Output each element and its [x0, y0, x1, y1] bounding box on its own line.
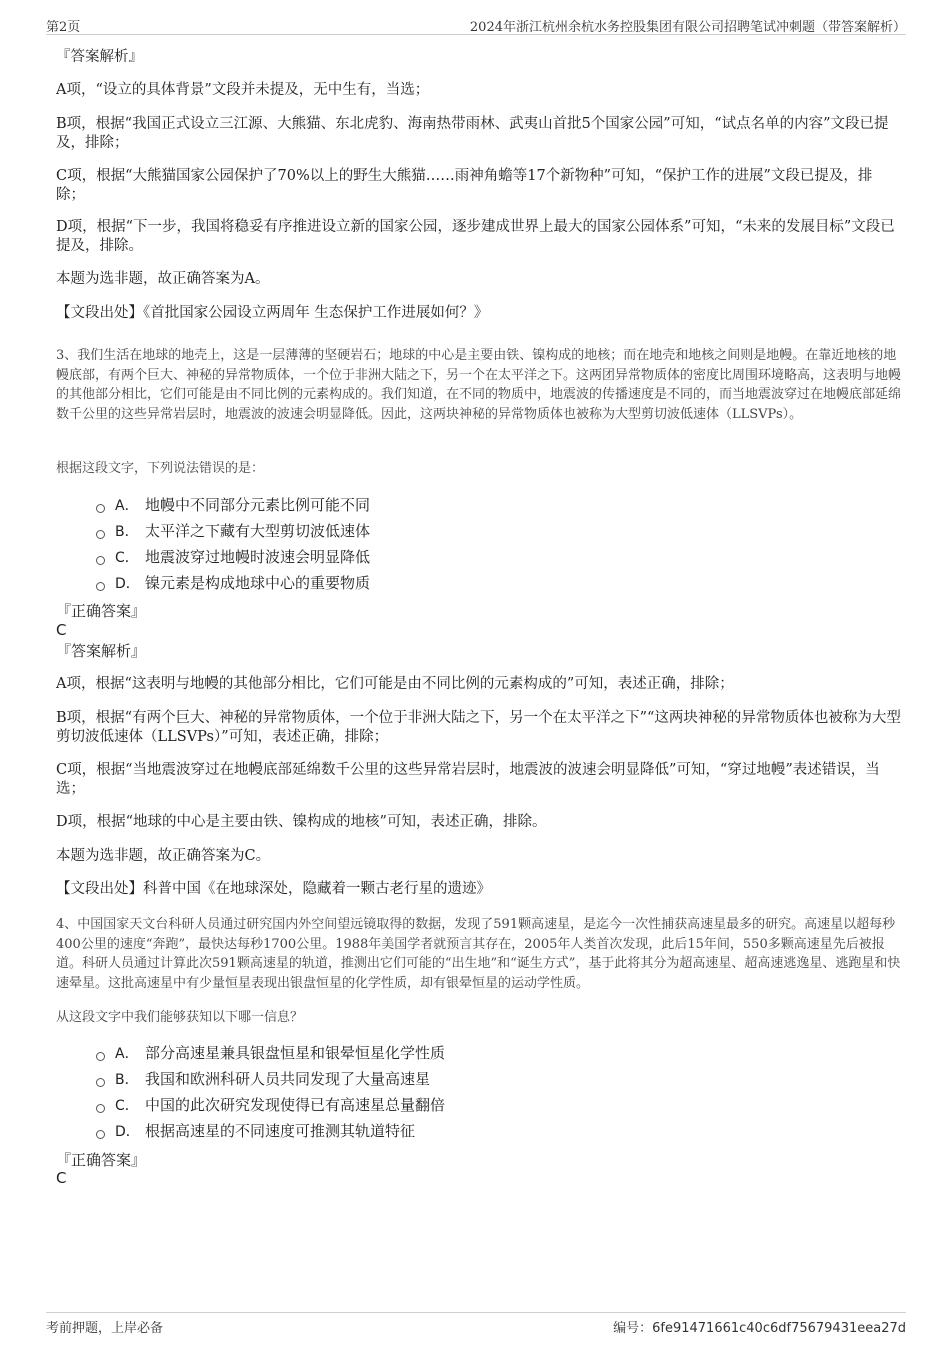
analysis-label: 『答案解析』	[56, 49, 143, 65]
correct-answer-label: 『正确答案』	[56, 1151, 147, 1169]
radio-icon[interactable]	[96, 1052, 105, 1061]
radio-icon[interactable]	[96, 556, 105, 565]
analysis-option-d: D项，根据“下一步，我国将稳妥有序推进设立新的国家公园，逐步建成世界上最大的国家公园体系”可知，“未来的发展目标”文段已提及，排除。	[56, 219, 895, 254]
q3-option-d[interactable]: D． 镍元素是构成地球中心的重要物质	[96, 573, 370, 594]
question-3-passage: 3、我们生活在地球的地壳上，这是一层薄薄的坚硬岩石；地球的中心是主要由铁、镍构成的地核；而在地壳和地核之间则是地幔。在靠近地核的地幔底部，有两个巨大、神秘的异常物质体，一个位于非洲大陆之下，另一个在太平洋之下。这两团异常物质体的密度比周围环境略高，这表明与地幔的其他部分相比，它们可能是由不同比例的元素构成的。我们知道，在不同的物质中，地震波的传播速度是不同的，而当地震波穿过在地幔底部延绵数千公里的这些异常岩层时，地震波的波速会明显降低。因此，这两块神秘的异常物质体也被称为大型剪切波低速体（LLSVPs）。	[56, 348, 902, 422]
correct-answer: C	[56, 621, 67, 639]
page-number: 第2页	[46, 20, 81, 35]
radio-icon[interactable]	[96, 530, 105, 539]
analysis-option-b: B项，根据“有两个巨大、神秘的异常物质体，一个位于非洲大陆之下，另一个在太平洋之下”“这两块神秘的异常物质体也被称为大型剪切波低速体（LLSVPs）”可知，表述正确，排除；	[56, 710, 901, 745]
q4-option-b[interactable]: B． 我国和欧洲科研人员共同发现了大量高速星	[96, 1069, 430, 1090]
radio-icon[interactable]	[96, 1078, 105, 1087]
analysis-option-c: C项，根据“大熊猫国家公园保护了70%以上的野生大熊猫……雨神角蟾等17个新物种”可知，“保护工作的进展”文段已提及，排除；	[56, 168, 873, 203]
page-header	[46, 14, 906, 35]
radio-icon[interactable]	[96, 582, 105, 591]
source-note: 【文段出处】科普中国《在地球深处，隐藏着一颗古老行星的遗迹》	[56, 881, 491, 897]
correct-answer-label: 『正确答案』	[56, 602, 147, 620]
footer-slogan: 考前押题，上岸必备	[46, 1321, 164, 1336]
q4-option-a[interactable]: A． 部分高速星兼具银盘恒星和银晕恒星化学性质	[96, 1043, 445, 1064]
source-note: 【文段出处】《首批国家公园设立两周年 生态保护工作进展如何？》	[56, 305, 489, 321]
analysis-label: 『答案解析』	[56, 642, 147, 660]
radio-icon[interactable]	[96, 1104, 105, 1113]
analysis-option-b: B项，根据“我国正式设立三江源、大熊猫、东北虎豹、海南热带雨林、武夷山首批5个国家公园”可知，“试点名单的内容”文段已提及，排除；	[56, 116, 889, 151]
q4-option-d[interactable]: D． 根据高速星的不同速度可推测其轨道特征	[96, 1121, 415, 1142]
document-title: 2024年浙江杭州余杭水务控股集团有限公司招聘笔试冲刺题（带答案解析）	[469, 20, 906, 35]
q3-option-b[interactable]: B． 太平洋之下藏有大型剪切波低速体	[96, 521, 370, 542]
q3-option-a[interactable]: A． 地幔中不同部分元素比例可能不同	[96, 495, 370, 516]
correct-answer: C	[56, 1169, 67, 1187]
analysis-option-d: D项，根据“地球的中心是主要由铁、镍构成的地核”可知，表述正确，排除。	[56, 814, 547, 830]
question-4-prompt: 从这段文字中我们能够获知以下哪一信息？	[56, 1010, 304, 1025]
radio-icon[interactable]	[96, 504, 105, 513]
analysis-option-c: C项，根据“当地震波穿过在地幔底部延绵数千公里的这些异常岩层时，地震波的波速会明显降低”可知，“穿过地幔”表述错误，当选；	[56, 762, 880, 797]
page-footer	[46, 1312, 906, 1335]
analysis-conclusion: 本题为选非题，故正确答案为A。	[56, 271, 270, 287]
question-4-passage: 4、中国国家天文台科研人员通过研究国内外空间望远镜取得的数据，发现了591颗高速星，是迄今一次性捕获高速星最多的研究。高速星以超每秒400公里的速度“奔跑”，最快达每秒1700公里。1988年美国学者就预言其存在，2005年人类首次发现，此后15年间，550多颗高速星先后被报道。科研人员通过计算此次591颗高速星的轨道，推测出它们可能的“出生地”和“诞生方式”，基于此将其分为超高速星、超高速逃逸星、逃跑星和快速晕星。这批高速星中有少量恒星表现出银盘恒星的化学性质，却有银晕恒星的运动学性质。	[56, 917, 901, 991]
question-3-prompt: 根据这段文字，下列说法错误的是：	[56, 461, 265, 476]
analysis-option-a: A项，“设立的具体背景”文段并未提及，无中生有，当选；	[56, 82, 430, 98]
q4-option-c[interactable]: C． 中国的此次研究发现使得已有高速星总量翻倍	[96, 1095, 445, 1116]
analysis-option-a: A项，根据“这表明与地幔的其他部分相比，它们可能是由不同比例的元素构成的”可知，表述正确，排除；	[56, 676, 734, 692]
analysis-conclusion: 本题为选非题，故正确答案为C。	[56, 848, 271, 864]
document-id: 编号：6fe91471661c40c6df75679431eea27d	[613, 1321, 906, 1336]
radio-icon[interactable]	[96, 1130, 105, 1139]
q3-option-c[interactable]: C． 地震波穿过地幔时波速会明显降低	[96, 547, 370, 568]
